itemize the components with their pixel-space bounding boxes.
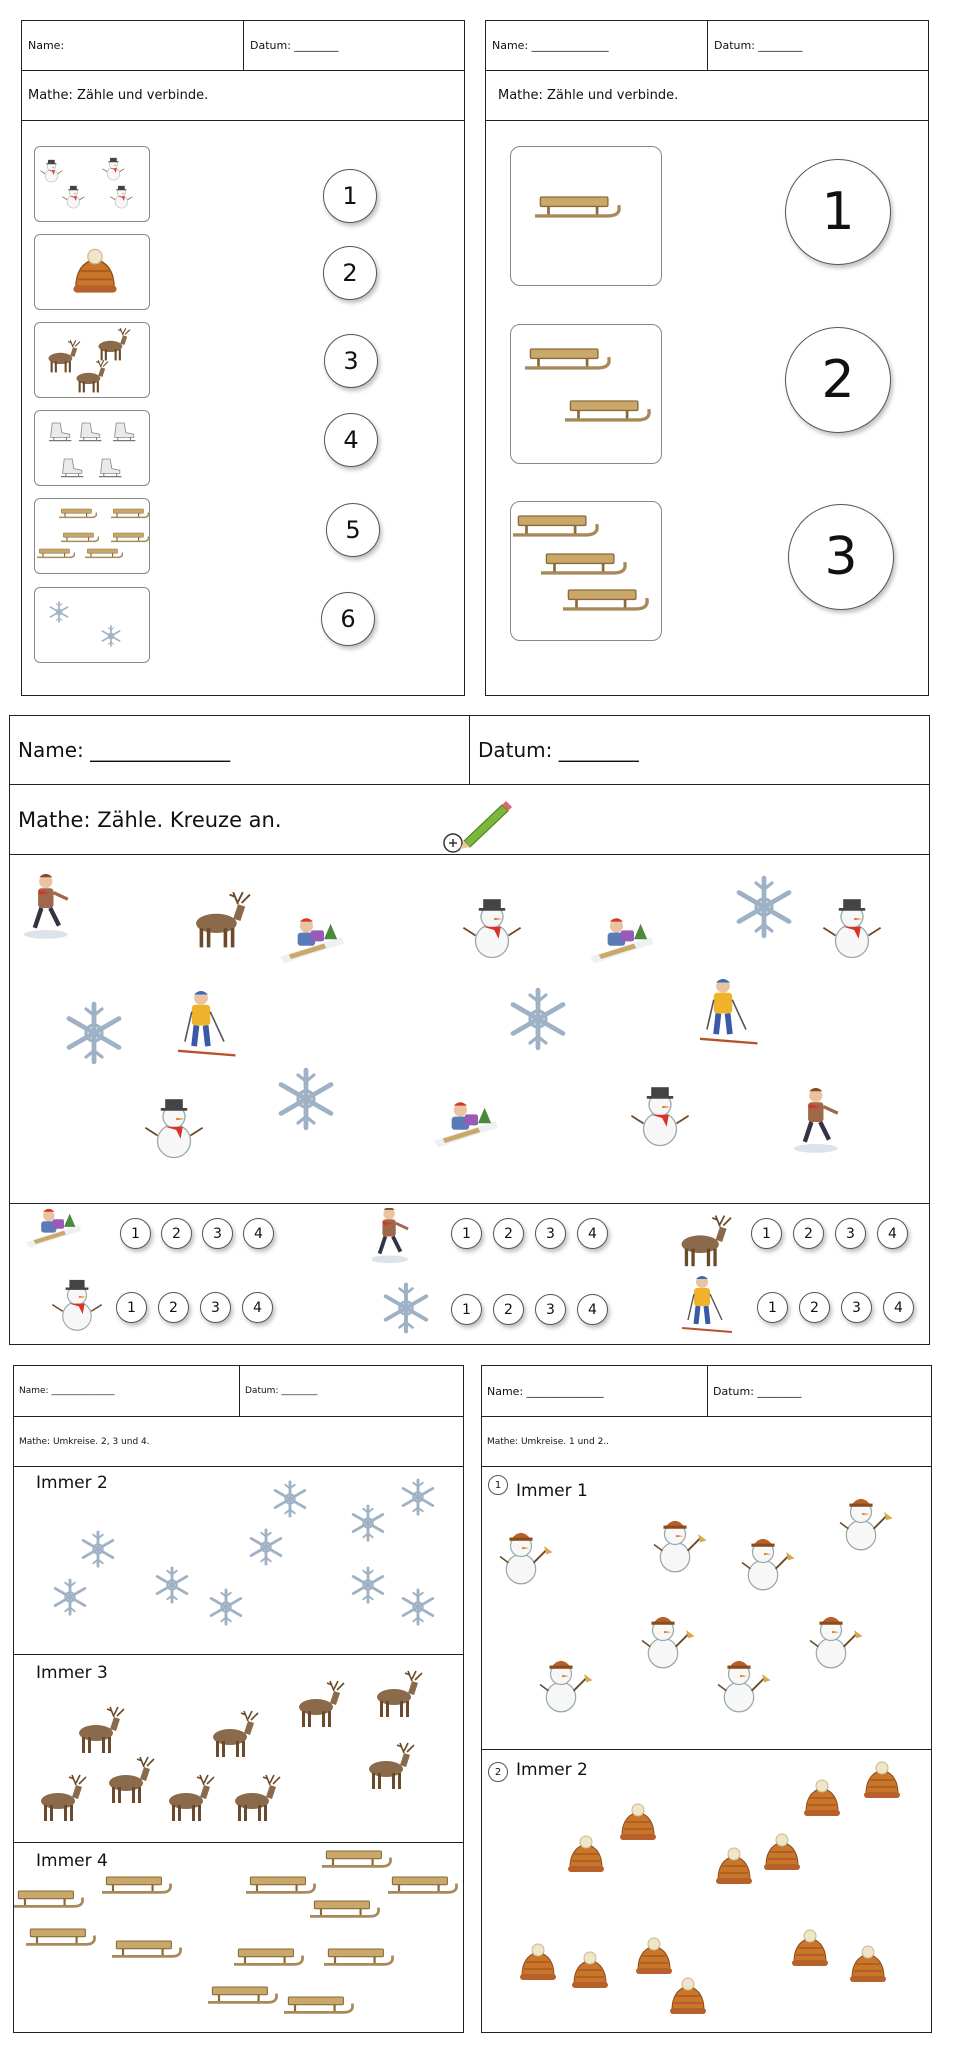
skate-group: [35, 411, 151, 487]
sled-group: [511, 325, 663, 465]
date-label: Datum: ________: [250, 39, 339, 52]
choice-3[interactable]: 3: [200, 1292, 231, 1323]
number-circle-3[interactable]: 3: [788, 504, 894, 610]
snowman-group: [35, 147, 151, 223]
skater-icon: [372, 1208, 432, 1272]
section-label: Immer 4: [36, 1851, 108, 1871]
picture-box-skates: [34, 410, 150, 486]
choice-1[interactable]: 1: [757, 1292, 788, 1323]
skier-icon: [682, 1276, 742, 1340]
picture-field: [10, 855, 931, 1203]
number-circle-1[interactable]: 1: [323, 169, 377, 223]
worksheet-header: [22, 21, 464, 71]
task-title: Mathe: Zähle und verbinde.: [498, 88, 679, 103]
choice-4[interactable]: 4: [242, 1292, 273, 1323]
deer-group: [14, 1655, 465, 1843]
section-label: Immer 2: [516, 1760, 588, 1780]
choice-1[interactable]: 1: [751, 1218, 782, 1249]
choice-2[interactable]: 2: [493, 1218, 524, 1249]
name-label: Name: ______________: [487, 1384, 604, 1398]
number-circle-2[interactable]: 2: [785, 327, 891, 433]
sledder-icon: [26, 1206, 106, 1266]
choice-4[interactable]: 4: [883, 1292, 914, 1323]
choice-1[interactable]: 1: [120, 1218, 151, 1249]
deer-group: [35, 323, 151, 399]
section-number-1: 1: [488, 1475, 508, 1495]
worksheet-header: [486, 21, 928, 71]
date-label: Datum: ________: [245, 1386, 318, 1396]
section-label: Immer 2: [36, 1473, 108, 1493]
choice-3[interactable]: 3: [535, 1218, 566, 1249]
choice-3[interactable]: 3: [535, 1294, 566, 1325]
choice-3[interactable]: 3: [835, 1218, 866, 1249]
choice-1[interactable]: 1: [116, 1292, 147, 1323]
number-circle-5[interactable]: 5: [326, 503, 380, 557]
task-row: [10, 785, 929, 855]
picture-box-sleds: [34, 498, 150, 574]
choice-4[interactable]: 4: [243, 1218, 274, 1249]
section-immer-2: [14, 1467, 463, 1655]
picture-box-snowflakes: [34, 587, 150, 663]
answer-area-divider: [10, 1203, 929, 1204]
choice-2[interactable]: 2: [161, 1218, 192, 1249]
date-label: Datum: ________: [714, 39, 803, 52]
task-title: Mathe: Umkreise. 1 und 2..: [487, 1436, 610, 1447]
section-label: Immer 3: [36, 1663, 108, 1683]
sled-group: [14, 1843, 465, 2034]
snowman-icon: [50, 1276, 110, 1340]
sled-group: [511, 147, 663, 287]
choice-2[interactable]: 2: [799, 1292, 830, 1323]
choice-1[interactable]: 1: [451, 1218, 482, 1249]
picture-box-three-sleds: [510, 501, 662, 641]
task-title: Mathe: Zähle. Kreuze an.: [18, 807, 282, 832]
worksheet-header: [14, 1366, 463, 1417]
worksheet-circle-groups-12: [481, 1365, 932, 2033]
number-circle-4[interactable]: 4: [324, 413, 378, 467]
hat-group: [482, 1750, 933, 2034]
sled-group: [511, 502, 663, 642]
section-immer-4: [14, 1843, 463, 2034]
choice-4[interactable]: 4: [577, 1294, 608, 1325]
snowman-group: [482, 1467, 933, 1750]
worksheet-count-connect-2: [485, 20, 929, 696]
worksheet-header: [10, 716, 929, 785]
choice-1[interactable]: 1: [451, 1294, 482, 1325]
task-row: [22, 71, 464, 121]
section-immer-2: [482, 1750, 931, 2034]
number-circle-2[interactable]: 2: [323, 246, 377, 300]
sled-group: [35, 499, 151, 575]
task-row: [486, 71, 928, 121]
worksheet-count-connect-1: [21, 20, 465, 696]
name-label: Name:: [28, 39, 65, 52]
worksheet-count-cross: [9, 715, 930, 1345]
choice-4[interactable]: 4: [877, 1218, 908, 1249]
name-label: Name: ______________: [492, 39, 609, 52]
name-label: Name: ______________: [18, 738, 231, 762]
choice-2[interactable]: 2: [158, 1292, 189, 1323]
picture-box-deer: [34, 322, 150, 398]
section-immer-3: [14, 1655, 463, 1843]
snowflake-group: [35, 588, 151, 664]
choice-3[interactable]: 3: [841, 1292, 872, 1323]
number-circle-1[interactable]: 1: [785, 159, 891, 265]
section-immer-1: [482, 1467, 931, 1750]
task-title: Mathe: Umkreise. 2, 3 und 4.: [19, 1436, 150, 1447]
task-row: [14, 1417, 463, 1467]
number-circle-3[interactable]: 3: [324, 334, 378, 388]
picture-box-two-sleds: [510, 324, 662, 464]
picture-box-hat: [34, 234, 150, 310]
number-circle-6[interactable]: 6: [321, 592, 375, 646]
date-label: Datum: ________: [478, 738, 639, 762]
picture-box-snowmen: [34, 146, 150, 222]
deer-icon: [672, 1210, 742, 1274]
section-number-2: 2: [488, 1762, 508, 1782]
task-row: [482, 1417, 931, 1467]
pencil-icon: [440, 797, 520, 857]
name-label: Name: ______________: [19, 1386, 115, 1396]
hat-icon: [35, 235, 151, 311]
date-label: Datum: ________: [713, 1384, 802, 1398]
snowflake-group: [14, 1467, 465, 1655]
choice-2[interactable]: 2: [493, 1294, 524, 1325]
snowflake-icon: [376, 1278, 436, 1338]
picture-box-one-sled: [510, 146, 662, 286]
worksheet-header: [482, 1366, 931, 1417]
task-title: Mathe: Zähle und verbinde.: [28, 88, 209, 103]
choice-2[interactable]: 2: [793, 1218, 824, 1249]
section-label: Immer 1: [516, 1481, 588, 1501]
choice-4[interactable]: 4: [577, 1218, 608, 1249]
worksheet-circle-groups-234: [13, 1365, 464, 2033]
choice-3[interactable]: 3: [202, 1218, 233, 1249]
